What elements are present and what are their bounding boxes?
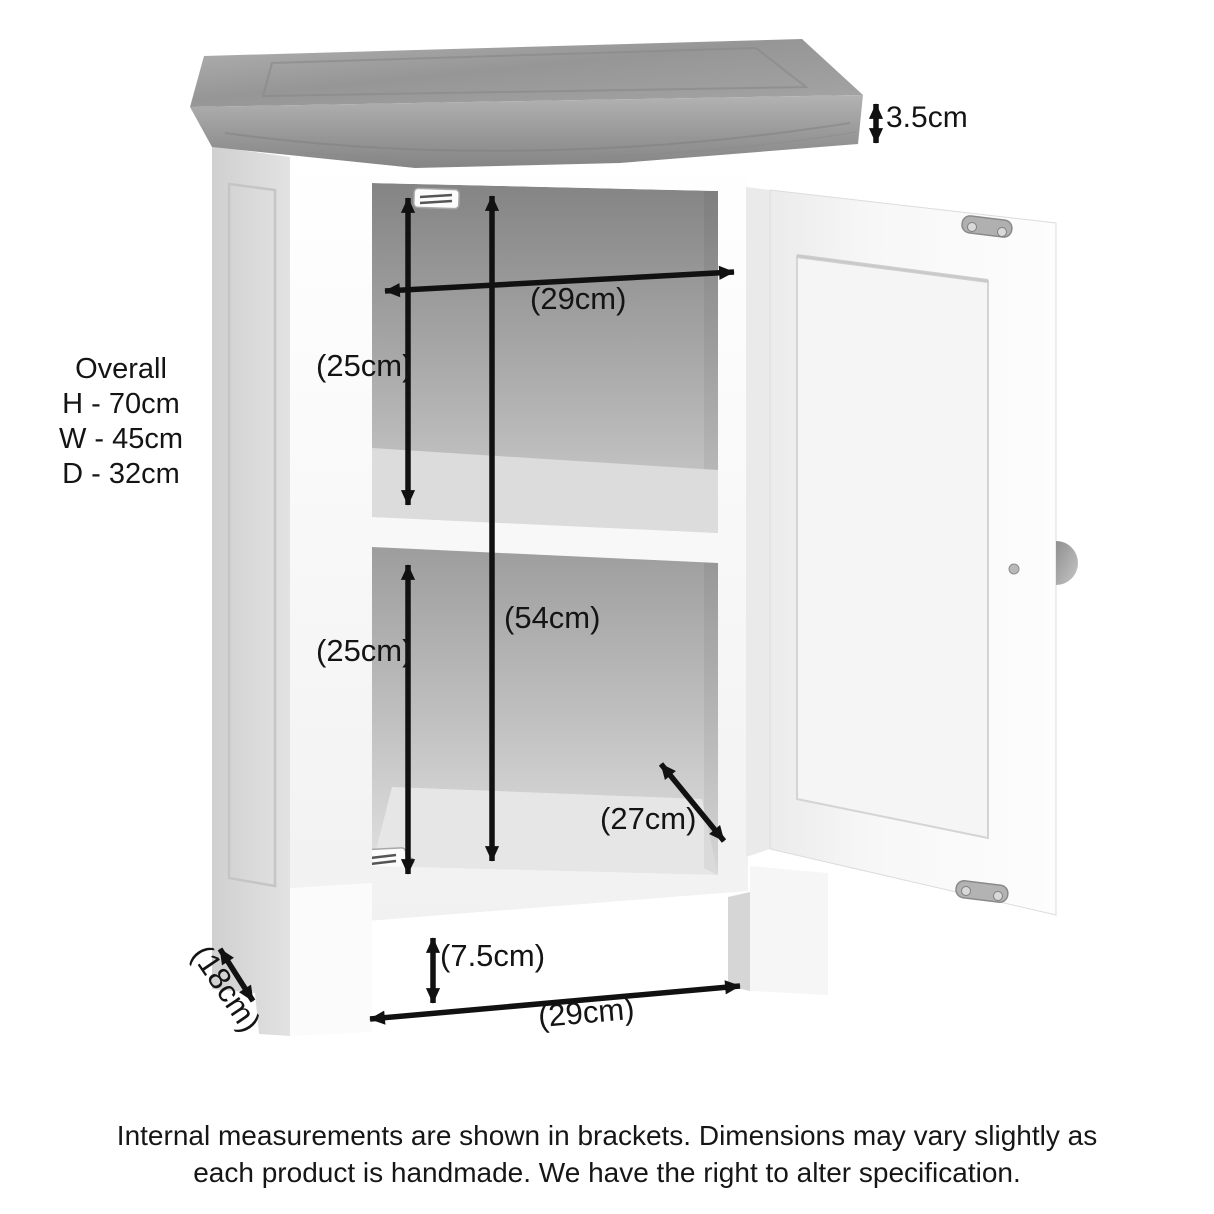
front-right-leg <box>750 866 828 995</box>
front-left-leg <box>290 883 372 1036</box>
door-screw-icon <box>1009 564 1019 574</box>
internal-width-label: (29cm) <box>530 281 627 316</box>
overall-height: H - 70cm <box>62 388 180 420</box>
cabinet-side-panel <box>212 146 290 1036</box>
base-width-label: (29cm) <box>536 990 636 1035</box>
overall-width: W - 45cm <box>58 423 184 455</box>
top-thickness-label: 3.5cm <box>886 101 968 134</box>
door-recessed-panel <box>797 256 988 838</box>
leg-height-label: (7.5cm) <box>440 938 546 973</box>
internal-height-upper-label: (25cm) <box>316 348 413 383</box>
internal-depth-label: (27cm) <box>600 801 697 836</box>
footer-note: Internal measurements are shown in brackets. Dimensions may vary slightly as each product is handmade. We have the right to alter specification. <box>116 1120 1098 1188</box>
cabinet-door <box>746 187 1078 915</box>
front-right-leg-side <box>728 892 750 991</box>
internal-height-total-label: (54cm) <box>504 600 601 635</box>
door-knob-icon <box>1056 541 1078 585</box>
base-depth-label: (18cm) <box>184 938 268 1039</box>
cabinet-top <box>190 39 863 168</box>
internal-height-lower-label: (25cm) <box>316 633 413 668</box>
overall-spec-block <box>56 352 186 492</box>
door-hinge-edge <box>746 187 770 857</box>
magnetic-catch-top-icon <box>414 188 460 209</box>
overall-title: Overall <box>75 353 167 385</box>
overall-depth: D - 32cm <box>62 458 180 490</box>
